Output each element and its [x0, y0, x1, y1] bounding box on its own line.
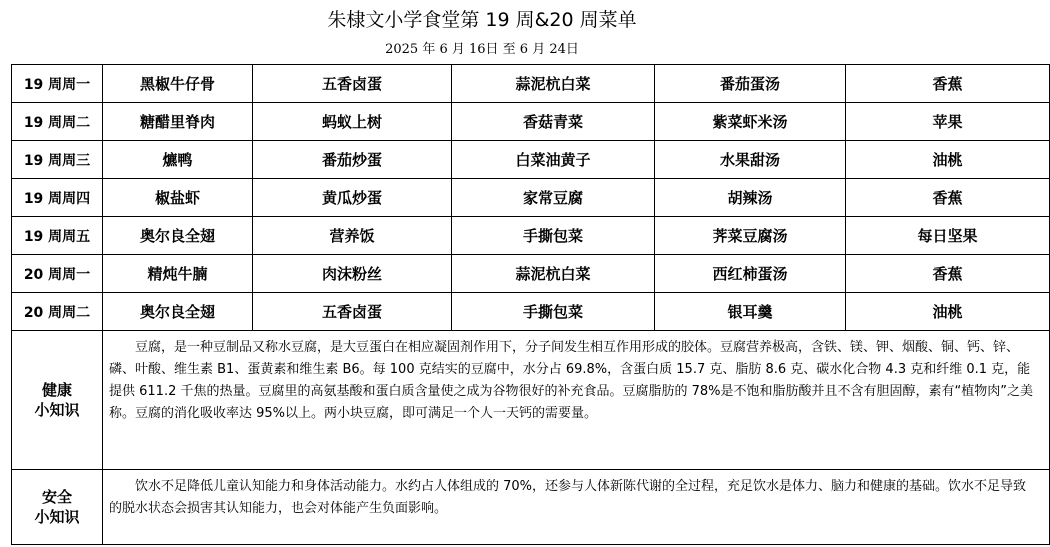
day-cell: 20 周周二: [12, 293, 103, 331]
main-dish-cell: 爊鸭: [103, 141, 253, 179]
soup-cell: 荠菜豆腐汤: [655, 217, 846, 255]
health-tips-row: [12, 331, 1050, 470]
safety-tips-row: [12, 470, 1050, 545]
soup-cell: 银耳羹: [655, 293, 846, 331]
menu-row: [12, 141, 1050, 179]
health-tips-cell: [103, 331, 1050, 470]
day-cell: 19 周周一: [12, 65, 103, 103]
fruit-cell: 香蕉: [846, 255, 1050, 293]
main-dish-cell: 奥尔良全翅: [103, 217, 253, 255]
health-label-line1: 健康: [41, 381, 72, 399]
soup-cell: 紫菜虾米汤: [655, 103, 846, 141]
menu-row: [12, 179, 1050, 217]
side-dish-cell: 蚂蚁上树: [253, 103, 452, 141]
safety-tips-cell: [103, 470, 1050, 545]
fruit-cell: 油桃: [846, 141, 1050, 179]
vegetable-cell: 白菜油黄子: [452, 141, 655, 179]
menu-row: [12, 65, 1050, 103]
day-cell: 19 周周二: [12, 103, 103, 141]
main-dish-cell: 糖醋里脊肉: [103, 103, 253, 141]
vegetable-cell: 家常豆腐: [452, 179, 655, 217]
safety-label-line2: 小知识: [34, 508, 80, 526]
side-dish-cell: 营养饭: [253, 217, 452, 255]
fruit-cell: 油桃: [846, 293, 1050, 331]
main-dish-cell: 奥尔良全翅: [103, 293, 253, 331]
fruit-cell: 香蕉: [846, 65, 1050, 103]
side-dish-cell: 五香卤蛋: [253, 65, 452, 103]
safety-label-line1: 安全: [41, 488, 72, 506]
day-cell: 19 周周四: [12, 179, 103, 217]
vegetable-cell: 蒜泥杭白菜: [452, 65, 655, 103]
menu-row: [12, 293, 1050, 331]
day-cell: 19 周周三: [12, 141, 103, 179]
main-dish-cell: 黑椒牛仔骨: [103, 65, 253, 103]
fruit-cell: 每日坚果: [846, 217, 1050, 255]
vegetable-cell: 香菇青菜: [452, 103, 655, 141]
page-title: 朱棣文小学食堂第 19 周&20 周菜单: [327, 9, 637, 31]
soup-cell: 水果甜汤: [655, 141, 846, 179]
menu-row: [12, 103, 1050, 141]
main-dish-cell: 精炖牛腩: [103, 255, 253, 293]
vegetable-cell: 蒜泥杭白菜: [452, 255, 655, 293]
safety-tips-text: 饮水不足降低儿童认知能力和身体活动能力。水约占人体组成的 70%，还参与人体新陈代谢的全过程，充足饮水是体力、脑力和健康的基础。饮水不足导致的脱水状态会损害其认知能力，也会对体能产生负面影响。: [109, 479, 1027, 516]
day-cell: 19 周周五: [12, 217, 103, 255]
vegetable-cell: 手撕包菜: [452, 293, 655, 331]
side-dish-cell: 肉沫粉丝: [253, 255, 452, 293]
vegetable-cell: 手撕包菜: [452, 217, 655, 255]
day-cell: 20 周周一: [12, 255, 103, 293]
soup-cell: 番茄蛋汤: [655, 65, 846, 103]
side-dish-cell: 番茄炒蛋: [253, 141, 452, 179]
side-dish-cell: 黄瓜炒蛋: [253, 179, 452, 217]
health-tips-text: 豆腐，是一种豆制品又称水豆腐，是大豆蛋白在相应凝固剂作用下，分子间发生相互作用形成的胶体。豆腐营养极高，含铁、镁、钾、烟酸、铜、钙、锌、磷、叶酸、维生素 B1、蛋黄素和维生素 B6。每 100 克结实的豆腐中，水分占 69.8%，含蛋白质 15.7 克、脂肪 8.6 克、碳水化合物 4.3 克和纤维 0.1 克，能提供 611.2 千焦的热量。豆腐里的高氨基酸和蛋白质含量使之成为谷物很好的补充食品。豆腐脂肪的 78%是不饱和脂肪酸并且不含有胆固醇，素有“植物肉”之美称。豆腐的消化吸收率达 95%以上。两小块豆腐，即可满足一个人一天钙的需要量。: [109, 340, 1033, 421]
menu-row: [12, 255, 1050, 293]
fruit-cell: 香蕉: [846, 179, 1050, 217]
date-range: 2025 年 6 月 16日 至 6 月 24日: [385, 42, 579, 57]
menu-table: [11, 64, 1050, 545]
fruit-cell: 苹果: [846, 103, 1050, 141]
safety-tips-label: [12, 470, 103, 545]
soup-cell: 胡辣汤: [655, 179, 846, 217]
health-label-line2: 小知识: [34, 401, 80, 419]
menu-row: [12, 217, 1050, 255]
side-dish-cell: 五香卤蛋: [253, 293, 452, 331]
soup-cell: 西红柿蛋汤: [655, 255, 846, 293]
health-tips-label: [12, 331, 103, 470]
main-dish-cell: 椒盐虾: [103, 179, 253, 217]
